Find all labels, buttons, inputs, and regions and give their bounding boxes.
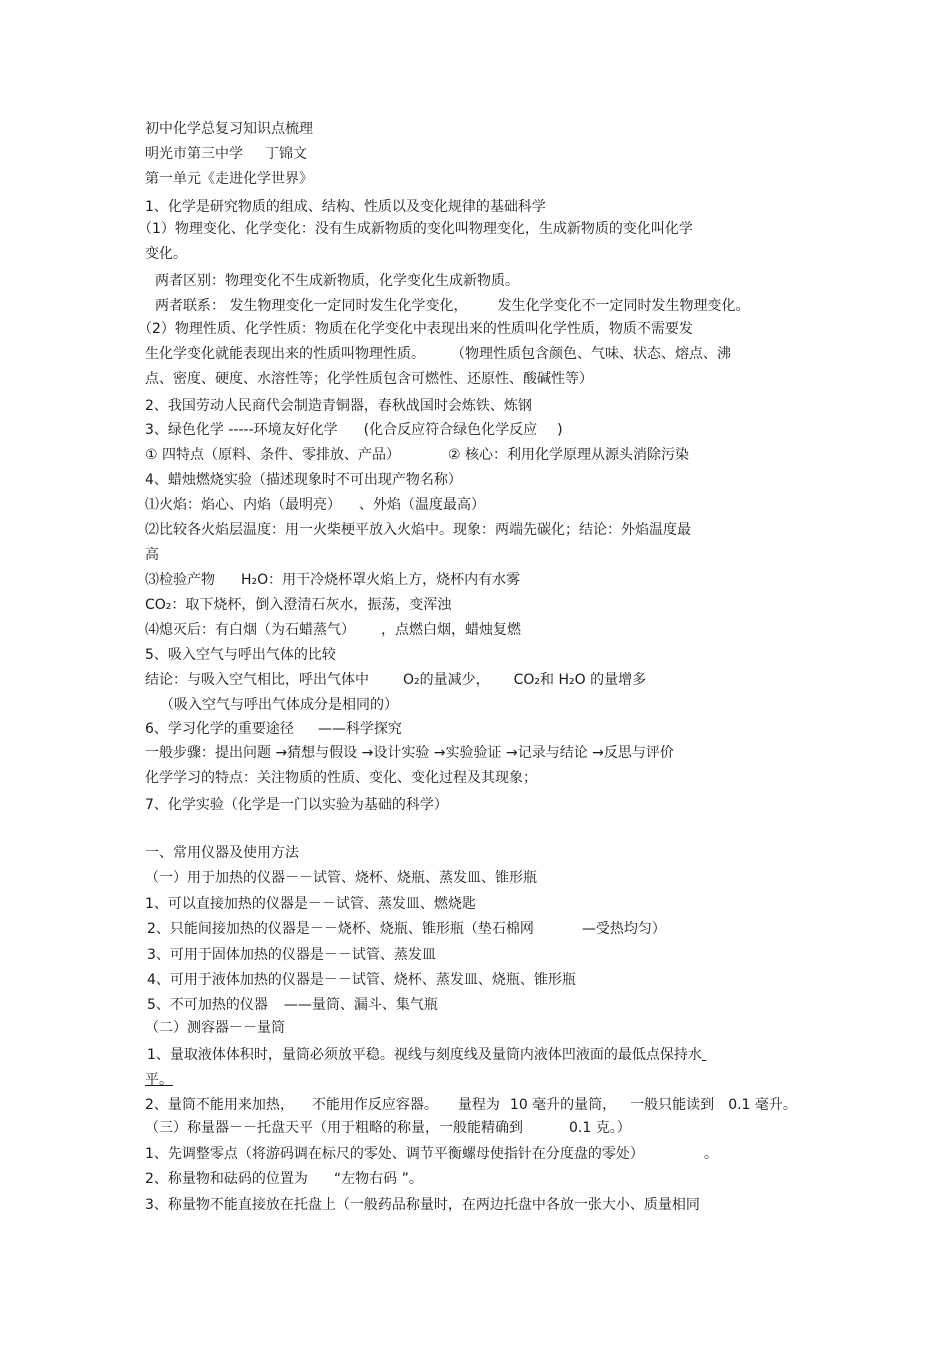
text-span: ——量筒、漏斗、集气瓶 xyxy=(283,997,438,1013)
text-span: 发生化学变化不一定同时发生物理变化。 xyxy=(497,298,750,314)
text-span: (化合反应符合绿色化学反应 xyxy=(363,422,538,438)
text-line xyxy=(145,1119,631,1137)
text-span: ——科学探究 xyxy=(317,721,402,737)
text-line xyxy=(155,297,749,315)
text-span: ) xyxy=(557,422,563,438)
text-line xyxy=(145,1145,718,1163)
text-span: ⑴火焰：焰心、内焰（最明亮） xyxy=(145,497,341,513)
text-span: ② 核心：利用化学原理从源头消除污染 xyxy=(448,447,689,463)
text-span: （三）称量器－－托盘天平（用于粗略的称量，一般能精确到 xyxy=(145,1120,523,1136)
section-3-line xyxy=(145,421,563,439)
text-line xyxy=(145,1170,423,1188)
text-span: O₂的量减少， xyxy=(403,672,490,688)
text-line xyxy=(145,446,689,464)
text-span: 生化学变化就能表现出来的性质叫物理性质。 xyxy=(145,346,425,362)
text-span: 结论：与吸入空气相比，呼出气体中 xyxy=(145,672,369,688)
blank-underline xyxy=(702,1046,742,1064)
text-line: 3、称量物不能直接放在托盘上（一般药品称量时，在两边托盘中各放一张大小、质量相同 xyxy=(145,1197,700,1213)
text-span: （物理性质包含颜色、气味、状态、熔点、沸 xyxy=(451,346,731,362)
text-line xyxy=(145,496,485,514)
text-line: （2）物理性质、化学性质：物质在化学变化中表现出来的性质叫化学性质，物质不需要发 xyxy=(138,321,693,337)
text-line xyxy=(147,996,438,1014)
text-span: H₂O：用干冷烧杯罩火焰上方，烧杯内有水雾 xyxy=(241,572,521,588)
text-line: 一般步骤：提出问题 →猜想与假设 →设计实验 →实验验证 →记录与结论 →反思与评价 xyxy=(145,745,674,761)
section-2: 2、我国劳动人民商代会制造青铜器，春秋战国时会炼铁、炼钢 xyxy=(145,398,532,414)
text-span: CO₂和 H₂O 的量增多 xyxy=(513,672,647,688)
text-span: 2、只能间接加热的仪器是－－烧杯、烧瓶、锥形瓶（垫石棉网 xyxy=(147,921,534,937)
document-title: 初中化学总复习知识点梳理 xyxy=(145,121,313,137)
text-line: ⑵比较各火焰层温度：用一火柴梗平放入火焰中。现象：两端先碳化；结论：外焰温度最 xyxy=(145,522,691,538)
text-span: ⑶检验产物 xyxy=(145,572,215,588)
text-span: ① 四特点（原料、条件、零排放、产品） xyxy=(145,447,400,463)
section-4-heading: 4、蜡烛燃烧实验（描述现象时不可出现产物名称） xyxy=(145,472,462,488)
text-line xyxy=(147,920,666,938)
text-span: 10 毫升的量筒， xyxy=(509,1097,617,1113)
text-line: 高 xyxy=(145,547,159,563)
text-span: ，点燃白烟，蜡烛复燃 xyxy=(381,622,521,638)
section-6-heading xyxy=(145,720,402,738)
text-line xyxy=(147,1046,742,1064)
text-line xyxy=(145,345,731,363)
text-span: 、外焰（温度最高） xyxy=(359,497,485,513)
text-line: 平。 xyxy=(145,1072,173,1088)
text-span: 0.1 毫升。 xyxy=(728,1097,797,1113)
text-line: 点、密度、硬度、水溶性等；化学性质包含可燃性、还原性、酸碱性等） xyxy=(145,371,593,387)
text-span: 2、称量物和砝码的位置为 xyxy=(145,1171,308,1187)
text-span: 量程为 xyxy=(457,1097,500,1113)
text-line xyxy=(145,1096,797,1114)
text-span: ⑷熄灭后：有白烟（为石蜡蒸气） xyxy=(145,622,355,638)
text-line xyxy=(145,571,520,589)
text-span: 0.1 克。） xyxy=(569,1120,631,1136)
text-line: CO₂：取下烧杯，倒入澄清石灰水，振荡，变浑浊 xyxy=(145,597,452,613)
section-7: 7、化学实验（化学是一门以实验为基础的科学） xyxy=(145,797,448,813)
text-span: 不能用作反应容器。 xyxy=(311,1097,438,1113)
text-line xyxy=(145,621,521,639)
text-span: 6、学习化学的重要途径 xyxy=(145,721,294,737)
text-line xyxy=(145,671,646,689)
text-span: 1、先调整零点（将游码调在标尺的零处、调节平衡螺母使指针在分度盘的零处） xyxy=(145,1146,644,1162)
unit-title: 第一单元《走进化学世界》 xyxy=(145,171,313,187)
text-span: 。 xyxy=(703,1146,718,1162)
section-5-heading: 5、吸入空气与呼出气体的比较 xyxy=(145,647,336,663)
text-span: 5、不可加热的仪器 xyxy=(147,997,268,1013)
school-name: 明光市第三中学 xyxy=(145,146,243,162)
text-line: 化学学习的特点：关注物质的性质、变化、变化过程及其现象； xyxy=(145,770,537,786)
text-line: （二）测容器－－量筒 xyxy=(145,1020,285,1036)
text-span: 1、量取液体体积时，量筒必须放平稳。视线与刻度线及量筒内液体凹液面的最低点保持水 xyxy=(147,1047,702,1063)
text-line: 4、可用于液体加热的仪器是－－试管、烧杯、蒸发皿、烧瓶、锥形瓶 xyxy=(147,972,576,988)
author-line xyxy=(145,145,307,163)
author-name: 丁锦文 xyxy=(265,146,307,162)
part-1-heading: 一、常用仪器及使用方法 xyxy=(145,845,299,861)
text-line: 1、可以直接加热的仪器是－－试管、蒸发皿、燃烧匙 xyxy=(145,896,476,912)
text-line: （1）物理变化、化学变化：没有生成新物质的变化叫物理变化，生成新物质的变化叫化学 xyxy=(138,221,693,237)
text-line: 3、可用于固体加热的仪器是－－试管、蒸发皿 xyxy=(147,947,436,963)
section-1-heading: 1、化学是研究物质的组成、结构、性质以及变化规律的基础科学 xyxy=(145,199,546,215)
text-line: （吸入空气与呼出气体成分是相同的） xyxy=(160,697,398,713)
text-line: （一）用于加热的仪器－－试管、烧杯、烧瓶、蒸发皿、锥形瓶 xyxy=(145,870,537,886)
text-span: “左物右码 ”。 xyxy=(333,1171,423,1187)
text-span: 一般只能读到 xyxy=(630,1097,715,1113)
text-line: 两者区别：物理变化不生成新物质，化学变化生成新物质。 xyxy=(155,273,519,289)
text-line: 变化。 xyxy=(145,246,187,262)
text-span: —受热均匀） xyxy=(581,921,666,937)
text-span: 两者联系： 发生物理变化一定同时发生化学变化， xyxy=(155,298,468,314)
text-span: 2、量筒不能用来加热， xyxy=(145,1097,294,1113)
text-span: 3、绿色化学 -----环境友好化学 xyxy=(145,422,338,438)
